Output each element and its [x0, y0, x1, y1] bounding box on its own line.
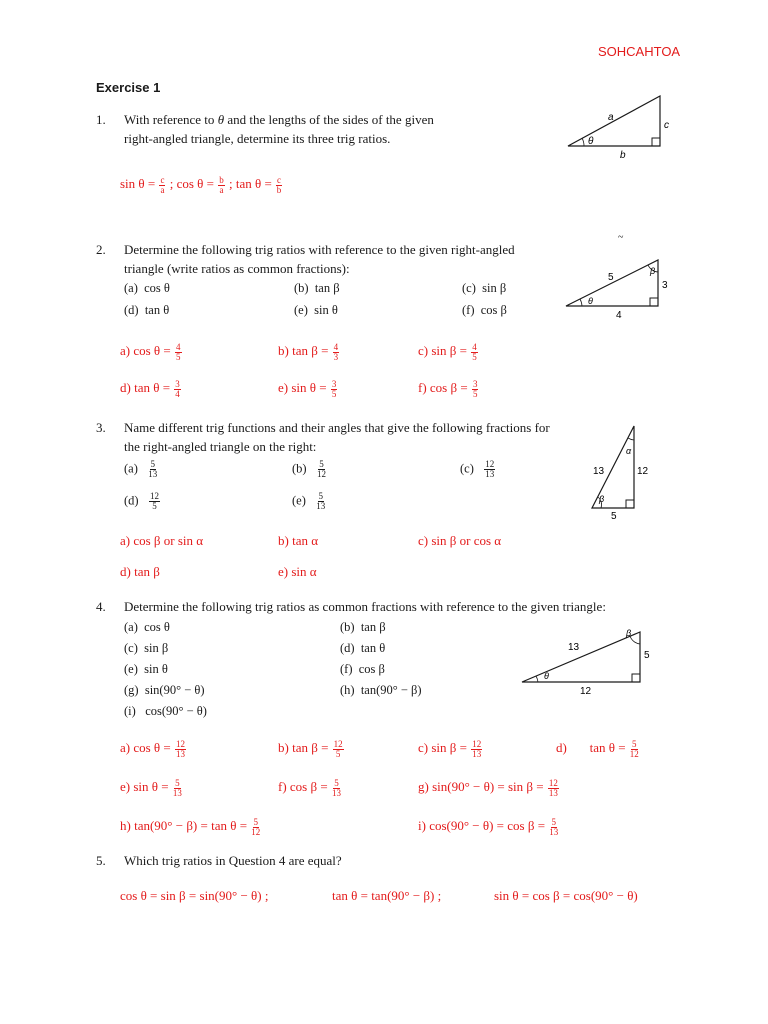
q1-cos-lhs: ; cos θ =: [169, 176, 214, 191]
q2-answer-d: d) tan θ = $\frac{3}{4}$: [120, 378, 180, 399]
q2-text-part1: Determine the following trig ratios with reference to the given right-angled: [124, 242, 515, 257]
q3-answer-c: c) sin β or cos α: [418, 533, 502, 548]
q3-answer-d: d) tan β: [120, 564, 160, 579]
q3-text-part1: Name different trig functions and their angles that give the following fractions for: [124, 420, 550, 435]
q1-cos-fraction: $\frac{b}{a}$: [219, 174, 224, 195]
q4-option-f: (f) cos β: [340, 662, 385, 676]
q2-tri-label-base: 4: [616, 310, 622, 321]
q1-text-part2: and the lengths of the sides of the given: [227, 112, 434, 127]
q4-answer-a: a) cos θ = $\frac{12}{13}$: [120, 738, 185, 759]
q3-tri-label-alpha: α: [626, 446, 632, 456]
q4-tri-label-hyp: 13: [568, 642, 580, 653]
q3-tri-label-beta: β: [599, 494, 605, 504]
q2-option-f: (f) cos β: [462, 303, 507, 317]
q4-option-a: (a) cos θ: [124, 620, 170, 634]
q2-option-e: (e) sin θ: [294, 303, 338, 317]
q5-text: Which trig ratios in Question 4 are equal?: [124, 853, 342, 868]
q4-option-i: (i) cos(90° − θ): [124, 704, 207, 718]
q3-answer-e: e) sin α: [278, 564, 317, 579]
q2-option-c: (c) sin β: [462, 281, 507, 295]
q4-tri-label-base: 12: [580, 686, 592, 697]
q4-answer-e: e) sin θ = $\frac{5}{13}$: [120, 777, 182, 798]
q2-option-d: (d) tan θ: [124, 303, 170, 317]
q1-sin-lhs: sin θ =: [120, 176, 156, 191]
q4-option-c: (c) sin β: [124, 641, 169, 655]
q5-number: 5.: [96, 853, 106, 868]
q4-answer-g: g) sin(90° − θ) = sin β = $\frac{12}{13}$: [418, 777, 558, 798]
q1-answer: [120, 175, 283, 195]
q5-answer-2: tan θ = tan(90° − β) ;: [332, 888, 442, 903]
q3-tri-label-hyp: 13: [593, 466, 605, 477]
q1-text-part1: With reference to: [124, 112, 215, 127]
q5-answer-1: cos θ = sin β = sin(90° − θ) ;: [120, 888, 269, 903]
q4-tri-label-beta: β: [626, 628, 632, 638]
q1-tri-label-c: c: [664, 120, 669, 131]
q4-triangle-diagram: [516, 620, 656, 700]
q4-answer-f: f) cos β = $\frac{5}{13}$: [278, 777, 341, 798]
q4-tri-label-theta: θ: [544, 671, 549, 681]
q4-option-d: (d) tan θ: [340, 641, 386, 655]
q4-tri-label-side: 5: [644, 650, 650, 661]
q3-triangle-diagram: [584, 420, 664, 524]
q1-triangle-diagram: [560, 90, 680, 170]
q4-option-b: (b) tan β: [340, 620, 386, 634]
q4-option-e: (e) sin θ: [124, 662, 168, 676]
q2-tri-label-beta: β: [650, 266, 656, 276]
q3-answer-a: a) cos β or sin α: [120, 533, 204, 548]
q3-text: [124, 418, 584, 456]
q3-number: 3.: [96, 420, 106, 435]
q4-option-h: (h) tan(90° − β): [340, 683, 422, 697]
q1-tri-label-b: b: [620, 150, 626, 161]
q5-answer-3: sin θ = cos β = cos(90° − θ): [494, 888, 638, 903]
q3-tri-label-base: 5: [611, 511, 617, 522]
q3-option-b: (b) $\frac{5}{12}$: [292, 459, 326, 479]
q4-option-g: (g) sin(90° − θ): [124, 683, 205, 697]
q2-tri-label-hyp: 5: [608, 272, 614, 283]
q4-text: Determine the following trig ratios as common fractions with reference to the given triangle:: [124, 599, 606, 614]
q3-option-c: (c) $\frac{12}{13}$: [460, 459, 495, 479]
exercise-title: Exercise 1: [96, 80, 161, 95]
q4-answer-i: i) cos(90° − θ) = cos β = $\frac{5}{13}$: [418, 816, 559, 837]
q3-option-e: (e) $\frac{5}{13}$: [292, 491, 326, 511]
q2-triangle-diagram: [560, 252, 680, 324]
q2-answer-b: b) tan β = $\frac{4}{3}$: [278, 341, 339, 362]
q1-sin-fraction: $\frac{c}{a}$: [160, 174, 165, 195]
q1-tri-label-theta: θ: [588, 136, 594, 147]
q1-number: 1.: [96, 112, 106, 127]
q1-tri-label-a: a: [608, 112, 614, 123]
q3-option-d: (d) $\frac{12}{5}$: [124, 491, 159, 511]
q4-number: 4.: [96, 599, 106, 614]
q1-tan-lhs: ; tan θ =: [228, 176, 272, 191]
q4-answer-c: c) sin β = $\frac{12}{13}$: [418, 738, 482, 759]
q3-text-part2: the right-angled triangle on the right:: [124, 439, 317, 454]
q1-tan-fraction: $\frac{c}{b}$: [276, 174, 282, 195]
q3-option-a: (a) $\frac{5}{13}$: [124, 459, 158, 479]
q2-text: [124, 240, 564, 278]
q2-tri-label-side: 3: [662, 280, 668, 291]
q2-stray-mark: ~: [618, 232, 624, 243]
q4-answer-d: d) tan θ = $\frac{5}{12}$: [556, 738, 639, 759]
q4-answer-b: b) tan β = $\frac{12}{5}$: [278, 738, 343, 759]
q1-text-part3: right-angled triangle, determine its three trig ratios.: [124, 131, 391, 146]
q2-option-a: (a) cos θ: [124, 281, 170, 295]
q3-answer-b: b) tan α: [278, 533, 319, 548]
q2-answer-f: f) cos β = $\frac{3}{5}$: [418, 378, 478, 399]
q3-tri-label-side: 12: [637, 466, 649, 477]
q1-text: [124, 110, 504, 148]
page-header-title: SOHCAHTOA: [598, 44, 681, 59]
q2-number: 2.: [96, 242, 106, 257]
q2-option-b: (b) tan β: [294, 281, 340, 295]
q2-tri-label-theta: θ: [588, 296, 593, 306]
q2-answer-e: e) sin θ = $\frac{3}{5}$: [278, 378, 337, 399]
q2-answer-c: c) sin β = $\frac{4}{5}$: [418, 341, 477, 362]
q2-answer-a: a) cos θ = $\frac{4}{5}$: [120, 341, 181, 362]
q4-answer-h: h) tan(90° − β) = tan θ = $\frac{5}{12}$: [120, 816, 261, 837]
q1-theta-symbol: θ: [217, 112, 225, 127]
q2-text-part2: triangle (write ratios as common fractions):: [124, 261, 350, 276]
